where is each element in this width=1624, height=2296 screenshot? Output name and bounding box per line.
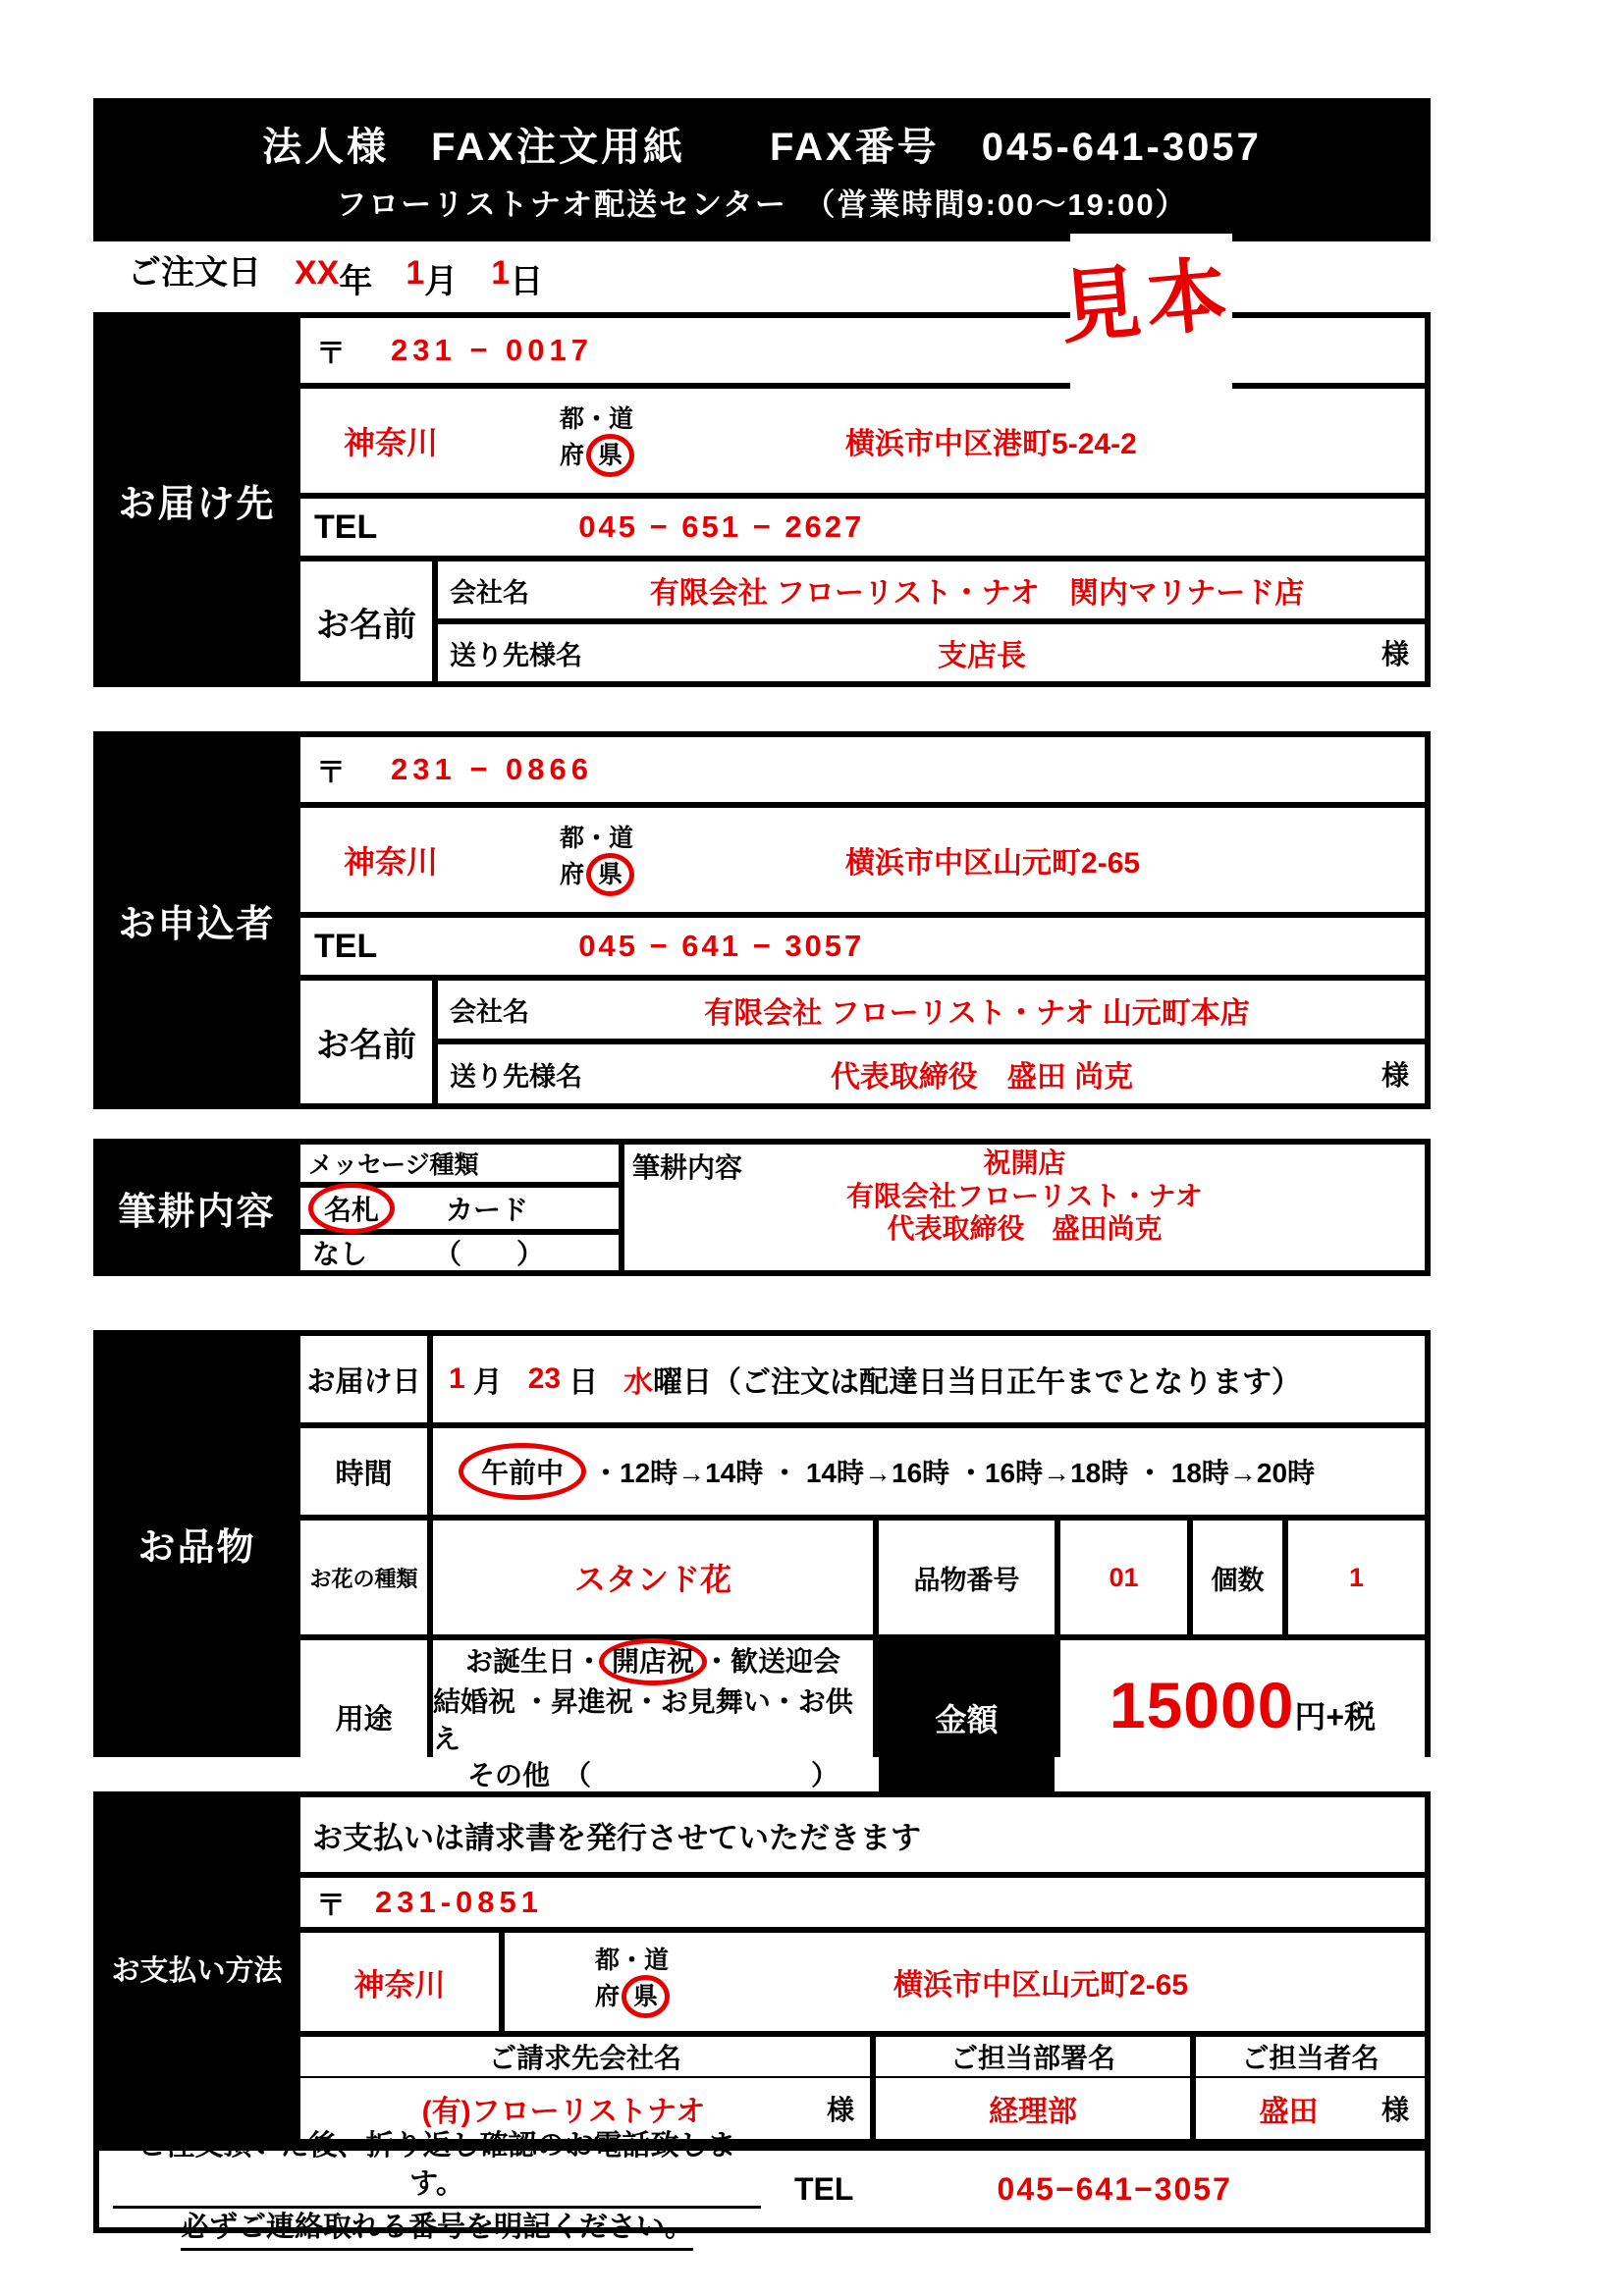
time-value: 午前中 ・12時→14時 ・ 14時→16時 ・16時→18時 ・ 18時→20時 bbox=[433, 1428, 1425, 1515]
honorific: 様 bbox=[1380, 639, 1409, 669]
applicant-section-label: お申込者 bbox=[99, 737, 295, 1103]
calligraphy-content: 祝開店 有限会社フローリスト・ナオ 代表取締役 盛田尚克 bbox=[846, 1148, 1203, 1245]
delivery-section-label: お届け先 bbox=[99, 318, 295, 681]
red-circle-opening: 開店祝 bbox=[599, 1638, 707, 1685]
price-label: 金額 bbox=[879, 1640, 1055, 1794]
sample-stamp: 見本 bbox=[1056, 249, 1237, 354]
option-blank: （ ） bbox=[434, 1239, 545, 1269]
applicant-company: 有限会社 フローリスト・ナオ 山元町本店 bbox=[704, 996, 1250, 1030]
delivery-date-label: お届け日 bbox=[300, 1336, 427, 1422]
applicant-name-rows bbox=[300, 981, 1425, 1103]
delivery-postal-code: 231 − 0017 bbox=[391, 333, 594, 367]
message-type-options-2 bbox=[300, 1235, 619, 1270]
payment-section bbox=[93, 1791, 1431, 2145]
applicant-recipient: 代表取締役 盛田 尚克 bbox=[830, 1061, 1134, 1094]
red-circle-morning: 午前中 bbox=[459, 1443, 586, 1500]
department-cell bbox=[876, 2078, 1190, 2139]
purpose-row bbox=[300, 1640, 1425, 1791]
order-date-label: ご注文日 bbox=[128, 254, 261, 292]
purpose-label: 用途 bbox=[300, 1640, 427, 1794]
payment-address-cell bbox=[505, 1933, 1425, 2031]
red-circle-ken: 県 bbox=[586, 853, 634, 896]
honorific: 様 bbox=[826, 2095, 854, 2125]
message-type-header: メッセージ種類 bbox=[300, 1145, 619, 1182]
payment-prefecture: 神奈川 bbox=[300, 1933, 499, 2031]
price-value: 15000 円+税 bbox=[1060, 1640, 1425, 1794]
payment-postal-code: 231-0851 bbox=[375, 1885, 544, 1919]
payment-header-row bbox=[300, 2037, 1425, 2072]
applicant-address: 横浜市中区山元町2-65 bbox=[845, 847, 1141, 880]
company-label: 会社名 bbox=[450, 997, 529, 1027]
delivery-recipient: 支店長 bbox=[937, 640, 1026, 672]
order-date-year: XX 年 bbox=[295, 254, 373, 300]
name-label: お名前 bbox=[300, 981, 432, 1103]
footer-tel: 045−641−3057 bbox=[997, 2170, 1232, 2207]
person: 盛田 bbox=[1259, 2096, 1319, 2128]
applicant-section bbox=[93, 731, 1431, 1109]
form-title: 法人様 FAX注文用紙 FAX番号 045-641-3057 bbox=[262, 126, 1262, 169]
item-no: 01 bbox=[1060, 1521, 1187, 1634]
qty-label: 個数 bbox=[1193, 1521, 1282, 1634]
footer-note bbox=[93, 2130, 1431, 2243]
calligraphy-section-label: 筆耕内容 bbox=[99, 1145, 295, 1270]
billing-company-label: ご請求先会社名 bbox=[300, 2037, 870, 2076]
red-circle-ken: 県 bbox=[622, 1975, 670, 2018]
calligraphy-section bbox=[93, 1139, 1431, 1276]
red-circle-ken: 県 bbox=[586, 434, 634, 477]
flower-type: スタンド花 bbox=[433, 1521, 873, 1634]
prefecture-suffix: 都・道 府 県 bbox=[560, 404, 634, 477]
item-no-label: 品物番号 bbox=[879, 1521, 1055, 1634]
order-date-month: 1 月 bbox=[406, 254, 459, 300]
red-circle-nameplate: 名札 bbox=[308, 1183, 395, 1234]
person-label: ご担当者名 bbox=[1196, 2037, 1425, 2076]
delivery-tel-row bbox=[300, 499, 1425, 556]
delivery-recipient-row bbox=[438, 624, 1425, 681]
calligraphy-content-box bbox=[624, 1145, 1425, 1270]
item-section bbox=[93, 1330, 1431, 1791]
company-label: 会社名 bbox=[450, 577, 529, 608]
prefecture-suffix: 都・道 府 県 bbox=[595, 1946, 670, 2018]
form-subtitle: フローリストナオ配送センター （営業時間9:00～19:00） bbox=[336, 187, 1188, 222]
tel-label: TEL bbox=[314, 927, 378, 965]
applicant-company-row bbox=[438, 981, 1425, 1039]
footer-tel-label: TEL bbox=[794, 2170, 854, 2207]
delivery-address-row bbox=[300, 389, 1425, 493]
applicant-prefecture: 神奈川 bbox=[343, 844, 438, 880]
tel-label: TEL bbox=[314, 507, 378, 546]
person-cell bbox=[1196, 2078, 1425, 2139]
payment-section-label: お支払い方法 bbox=[99, 1797, 295, 2139]
recipient-label: 送り先様名 bbox=[450, 640, 582, 670]
payment-notice: お支払いは請求書を発行させていただきます bbox=[300, 1797, 1425, 1872]
delivery-name-rows bbox=[300, 561, 1425, 681]
name-label: お名前 bbox=[300, 561, 432, 681]
postal-mark: 〒 bbox=[316, 757, 346, 789]
option-none: なし bbox=[312, 1239, 368, 1269]
applicant-tel-row bbox=[300, 918, 1425, 975]
time-label: 時間 bbox=[300, 1428, 427, 1515]
footer-note-text: ご注文頂いた後、折り返し確認のお電話致します。 必ずご連絡取れる番号を明記ください。 bbox=[113, 2127, 761, 2250]
delivery-postal-row bbox=[300, 318, 1425, 383]
honorific: 様 bbox=[1380, 1060, 1409, 1091]
delivery-date-value: 1 月 23 日 水 曜日（ご注文は配達日当日正午までとなります） bbox=[433, 1336, 1425, 1422]
form-header bbox=[93, 98, 1431, 241]
flower-row bbox=[300, 1521, 1425, 1634]
prefecture-suffix: 都・道 府 県 bbox=[560, 824, 634, 896]
payment-address: 横浜市中区山元町2-65 bbox=[893, 1969, 1189, 2002]
delivery-company: 有限会社 フローリスト・ナオ 関内マリナード店 bbox=[649, 577, 1305, 610]
billing-company: (有)フローリストナオ bbox=[421, 2096, 706, 2128]
delivery-address: 横浜市中区港町5-24-2 bbox=[845, 428, 1137, 460]
postal-mark: 〒 bbox=[316, 338, 346, 370]
calligraphy-content-label: 筆耕内容 bbox=[632, 1152, 743, 1183]
delivery-prefecture: 神奈川 bbox=[343, 425, 438, 460]
applicant-tel: 045 − 641 − 3057 bbox=[578, 929, 865, 963]
department-label: ご担当部署名 bbox=[876, 2037, 1190, 2076]
payment-address-row bbox=[300, 1933, 1425, 2031]
item-section-label: お品物 bbox=[99, 1336, 295, 1751]
department: 経理部 bbox=[989, 2096, 1077, 2128]
order-date-day: 1 日 bbox=[491, 254, 544, 300]
delivery-company-row bbox=[438, 561, 1425, 618]
recipient-label: 送り先様名 bbox=[450, 1061, 582, 1092]
option-card: カード bbox=[446, 1195, 529, 1225]
postal-mark: 〒 bbox=[316, 1890, 346, 1922]
applicant-recipient-row bbox=[438, 1044, 1425, 1103]
honorific: 様 bbox=[1380, 2095, 1409, 2125]
delivery-date-row bbox=[300, 1336, 1425, 1422]
purpose-options: お誕生日・ 開店祝 ・歓送迎会 結婚祝 ・昇進祝・お見舞い・お供え その他 （ ） bbox=[433, 1640, 873, 1794]
applicant-address-row bbox=[300, 808, 1425, 912]
applicant-postal-row bbox=[300, 737, 1425, 802]
order-date-row bbox=[128, 245, 576, 302]
payment-postal-row bbox=[300, 1878, 1425, 1927]
message-type-options-1 bbox=[300, 1188, 619, 1229]
delivery-tel: 045 − 651 − 2627 bbox=[578, 509, 865, 544]
applicant-postal-code: 231 − 0866 bbox=[391, 752, 594, 786]
qty: 1 bbox=[1288, 1521, 1425, 1634]
time-row bbox=[300, 1428, 1425, 1515]
flower-label: お花の種類 bbox=[300, 1521, 427, 1634]
